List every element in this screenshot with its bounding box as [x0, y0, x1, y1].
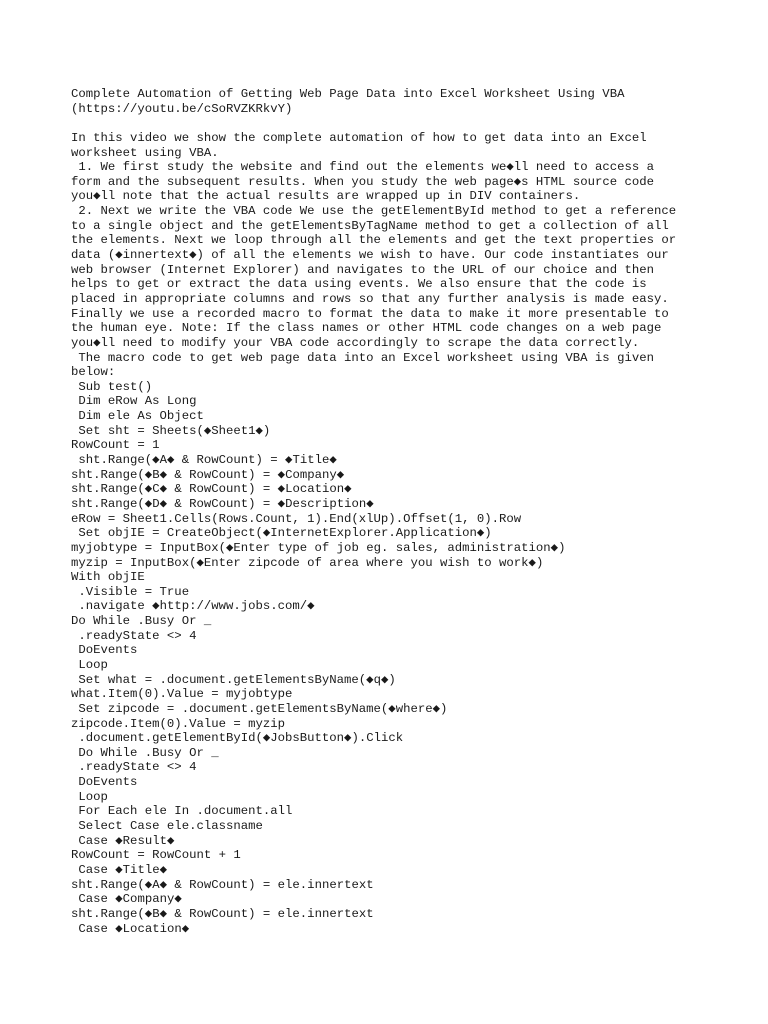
- text-line: .readyState <> 4: [71, 628, 197, 643]
- document-page: [71, 87, 701, 936]
- text-line: sht.Range(◆D◆ & RowCount) = ◆Description◆: [71, 496, 374, 511]
- text-line: Set zipcode = .document.getElementsByName(◆where◆): [71, 701, 448, 716]
- text-line: With objIE: [71, 570, 145, 585]
- text-line: placed in appropriate columns and rows so that any further analysis is made easy.: [71, 291, 669, 306]
- text-line: .navigate ◆http://www.jobs.com/◆: [71, 599, 315, 614]
- text-line: Dim eRow As Long: [71, 394, 197, 409]
- text-line: eRow = Sheet1.Cells(Rows.Count, 1).End(xlUp).Offset(1, 0).Row: [71, 511, 522, 526]
- text-line: helps to get or extract the data using events. We also ensure that the code is: [71, 277, 647, 292]
- text-line: the elements. Next we loop through all the elements and get the text properties or: [71, 233, 677, 248]
- text-line: Case ◆Title◆: [71, 862, 167, 877]
- text-line: .document.getElementById(◆JobsButton◆).Click: [71, 731, 404, 746]
- text-line: Set what = .document.getElementsByName(◆q◆): [71, 672, 396, 687]
- text-line: sht.Range(◆B◆ & RowCount) = ◆Company◆: [71, 467, 345, 482]
- text-line: sht.Range(◆A◆ & RowCount) = ele.innertext: [71, 877, 374, 892]
- text-line: Sub test(): [71, 379, 153, 394]
- text-line: Set sht = Sheets(◆Sheet1◆): [71, 423, 271, 438]
- text-line: zipcode.Item(0).Value = myzip: [71, 716, 286, 731]
- text-line: Select Case ele.classname: [71, 819, 263, 834]
- text-line: you◆ll note that the actual results are wrapped up in DIV containers.: [71, 189, 581, 204]
- text-line: what.Item(0).Value = myjobtype: [71, 687, 293, 702]
- document-body: [71, 131, 701, 936]
- text-line: Loop: [71, 657, 108, 672]
- text-line: the human eye. Note: If the class names or other HTML code changes on a web page: [71, 321, 662, 336]
- text-line: For Each ele In .document.all: [71, 804, 293, 819]
- text-line: Loop: [71, 789, 108, 804]
- text-line: .Visible = True: [71, 584, 190, 599]
- text-line: Case ◆Result◆: [71, 833, 175, 848]
- text-line: below:: [71, 365, 116, 380]
- text-line: Do While .Busy Or _: [71, 614, 212, 629]
- text-line: sht.Range(◆A◆ & RowCount) = ◆Title◆: [71, 453, 337, 468]
- text-line: Case ◆Location◆: [71, 921, 190, 936]
- text-line: 1. We first study the website and find out the elements we◆ll need to access a: [71, 160, 654, 175]
- text-line: Set objIE = CreateObject(◆InternetExplorer.Application◆): [71, 526, 492, 541]
- title-line: Complete Automation of Getting Web Page Data into Excel Worksheet Using VBA: [71, 87, 625, 101]
- paragraph-spacer: [71, 116, 701, 131]
- text-line: myjobtype = InputBox(◆Enter type of job eg. sales, administration◆): [71, 540, 566, 555]
- text-line: sht.Range(◆C◆ & RowCount) = ◆Location◆: [71, 482, 352, 497]
- text-line: to a single object and the getElementsByTagName method to get a collection of all: [71, 218, 669, 233]
- text-line: worksheet using VBA.: [71, 145, 219, 160]
- text-line: Do While .Busy Or _: [71, 745, 219, 760]
- title-url-line: (https://youtu.be/cSoRVZKRkvY): [71, 101, 293, 116]
- text-line: Finally we use a recorded macro to format the data to make it more presentable to: [71, 306, 669, 321]
- text-line: .readyState <> 4: [71, 760, 197, 775]
- text-line: The macro code to get web page data into an Excel worksheet using VBA is given: [71, 350, 654, 365]
- text-line: DoEvents: [71, 775, 138, 790]
- text-line: web browser (Internet Explorer) and navigates to the URL of our choice and then: [71, 262, 654, 277]
- text-line: Case ◆Company◆: [71, 892, 182, 907]
- text-line: form and the subsequent results. When you study the web page◆s HTML source code: [71, 174, 654, 189]
- text-line: you◆ll need to modify your VBA code accordingly to scrape the data correctly.: [71, 335, 640, 350]
- text-line: sht.Range(◆B◆ & RowCount) = ele.innertext: [71, 906, 374, 921]
- text-line: Dim ele As Object: [71, 409, 204, 424]
- text-line: DoEvents: [71, 643, 138, 658]
- text-line: 2. Next we write the VBA code We use the getElementById method to get a reference: [71, 204, 677, 219]
- document-title: [71, 87, 701, 116]
- text-line: data (◆innertext◆) of all the elements we wish to have. Our code instantiates our: [71, 248, 669, 263]
- text-line: RowCount = 1: [71, 438, 160, 453]
- text-line: myzip = InputBox(◆Enter zipcode of area where you wish to work◆): [71, 555, 544, 570]
- text-line: RowCount = RowCount + 1: [71, 848, 241, 863]
- text-line: In this video we show the complete automation of how to get data into an Excel: [71, 130, 647, 145]
